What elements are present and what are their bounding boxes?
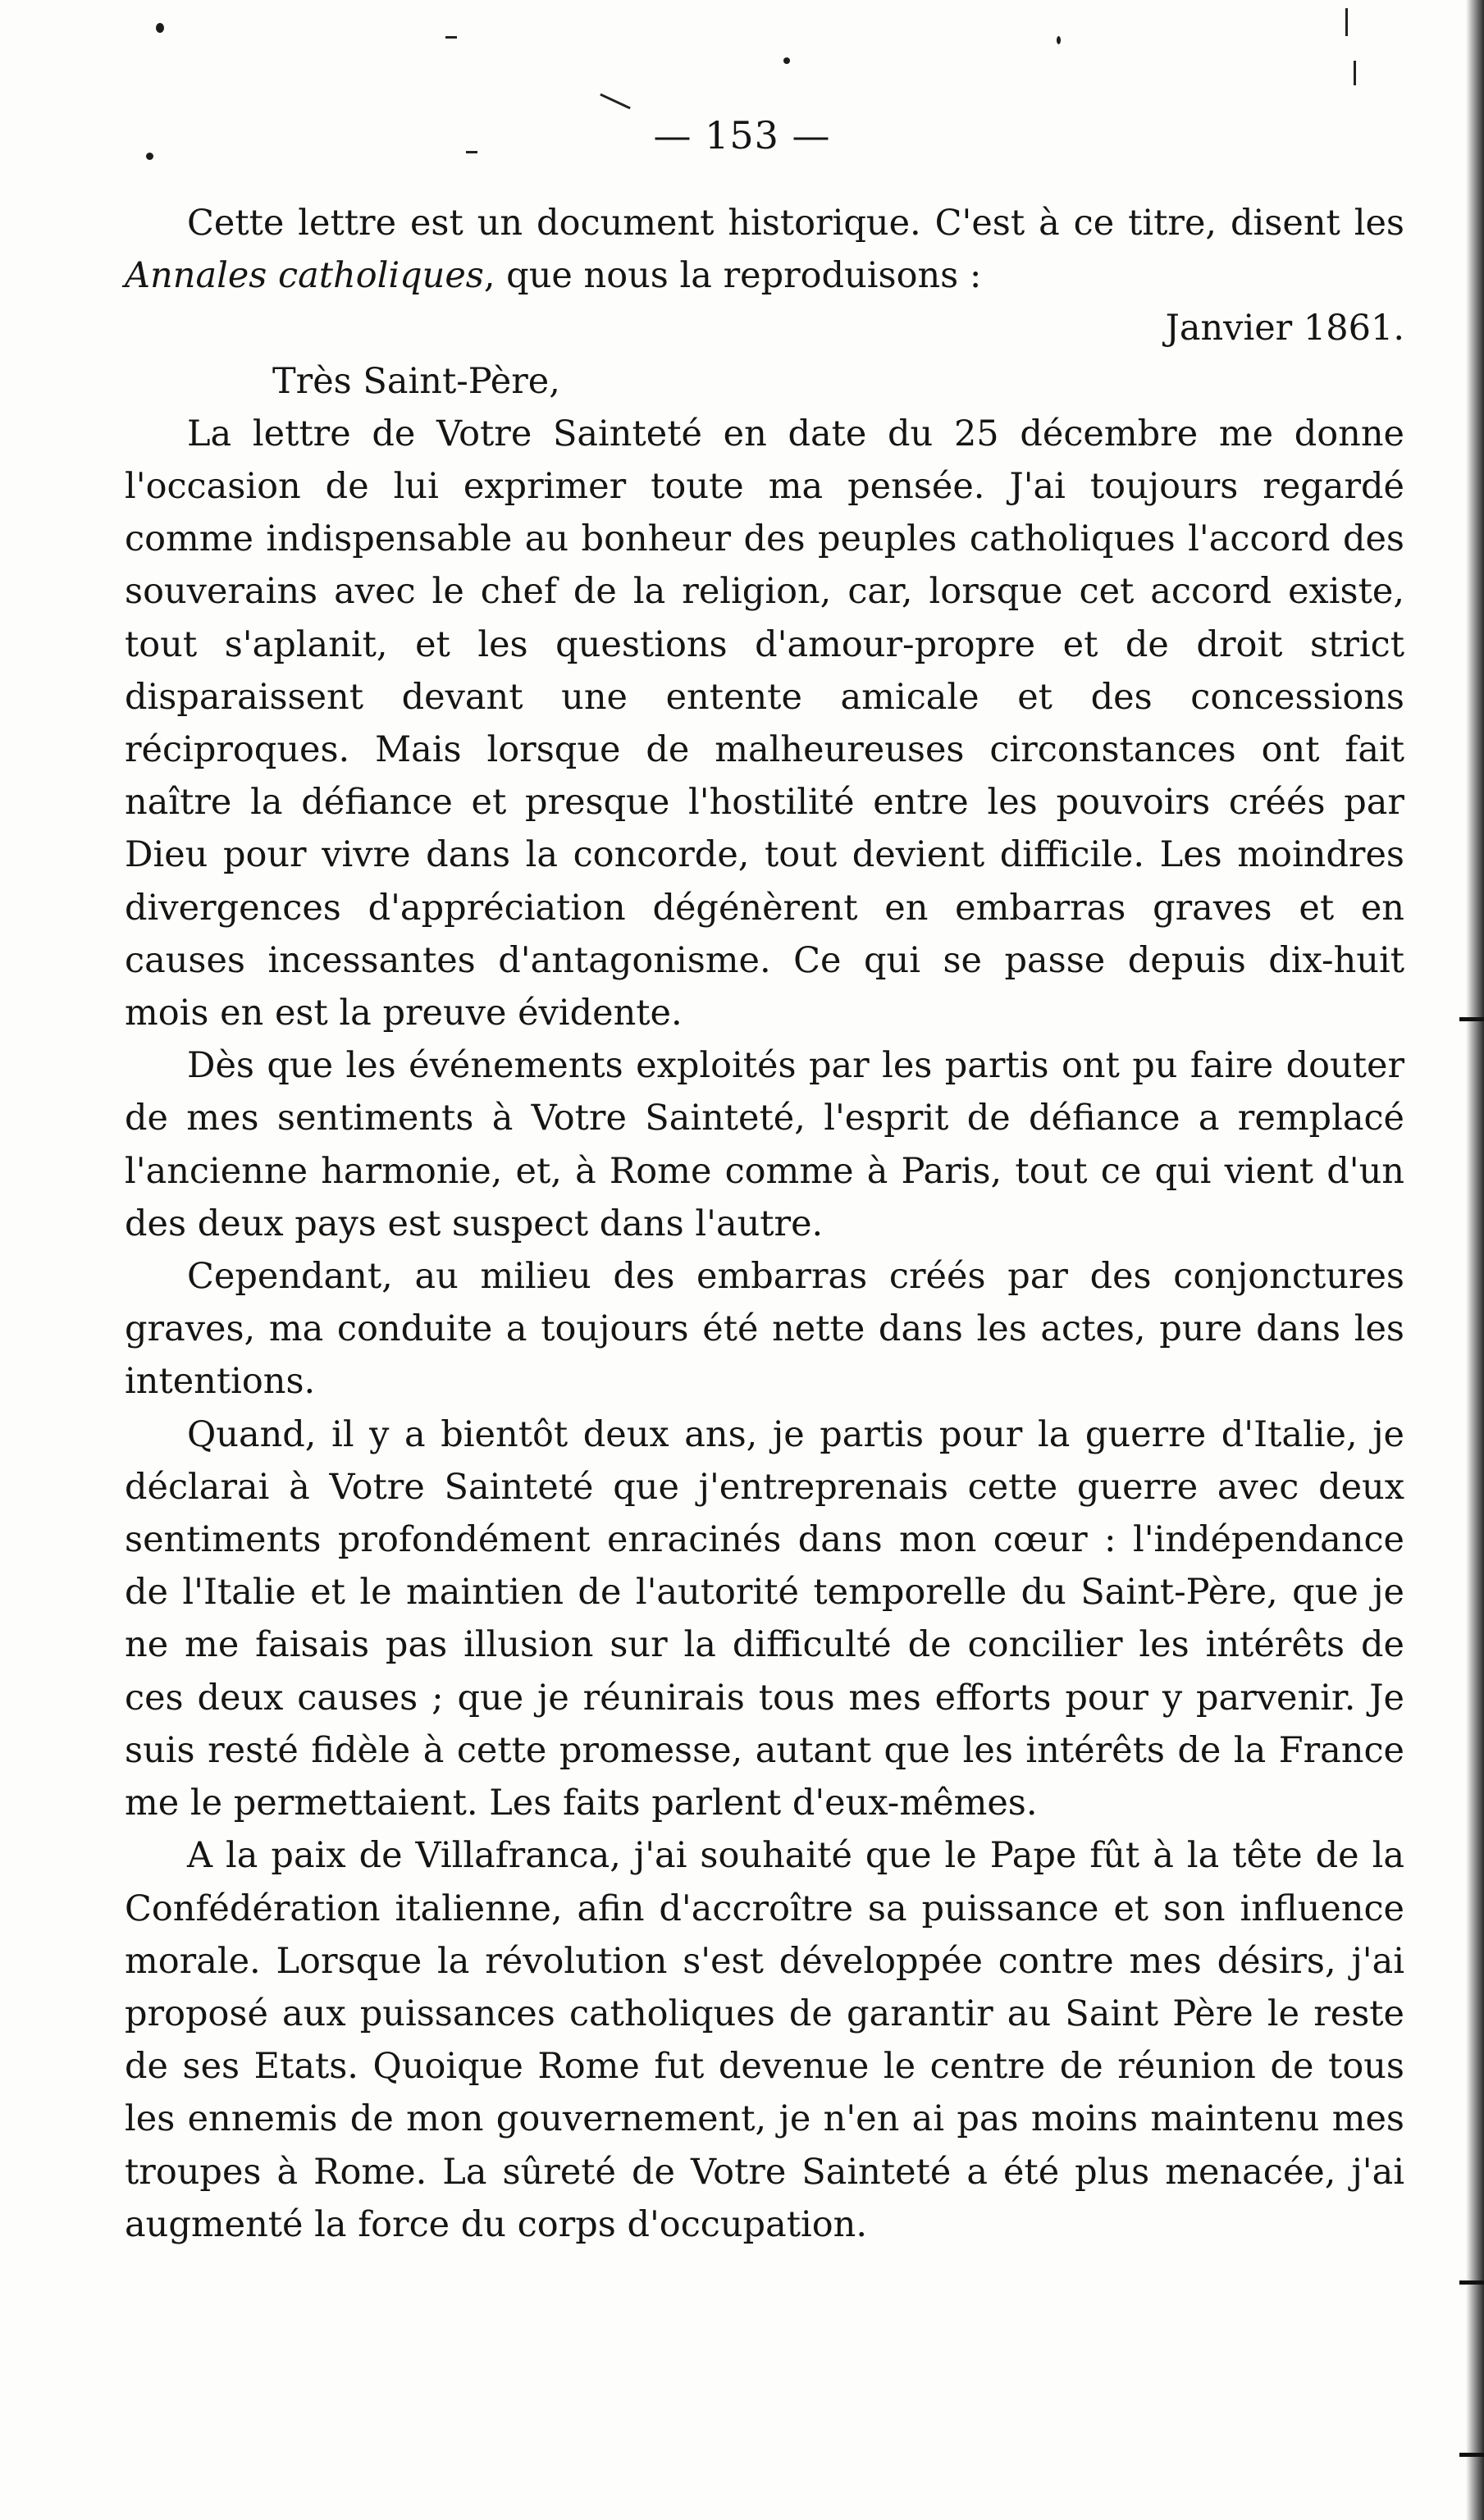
intro-text: Cette lettre est un document historique. C'est à ce titre, disent les (187, 203, 1404, 244)
intro-paragraph (125, 197, 1404, 302)
scan-speck (156, 23, 164, 33)
page-edge-shadow (1466, 0, 1484, 2520)
source-title: Annales catholiques (125, 255, 484, 297)
scan-mark (1345, 8, 1348, 36)
letter-paragraph: La lettre de Votre Sainteté en date du 25 décembre me donne l'occasion de lui exprimer toute ma pensée. J'ai toujours regardé comme indispensable au bonheur des peuples catholiques l'accord des souverains avec le chef de la religion, car, lorsque cet accord existe, tout s'aplanit, et les questions d'amour-propre et de droit strict disparaissent devant une entente amicale et des concessions réciproques. Mais lorsque de malheureuses circonstances ont fait naître la défiance et presque l'hostilité entre les pouvoirs créés par Dieu pour vivre dans la concorde, tout devient difficile. Les moindres divergences d'appréciation dégénèrent en embarras graves et en causes incessantes d'antagonisme. Ce qui se passe depuis dix-huit mois en est la preuve évidente. (125, 413, 1404, 1034)
scan-mark (1459, 1017, 1484, 1021)
letter-salutation: Très Saint-Père, (272, 360, 560, 402)
scan-mark (445, 36, 457, 39)
intro-text-end: , que nous la reproduisons : (483, 255, 982, 297)
scan-mark (600, 94, 631, 110)
letter-paragraph: A la paix de Villafranca, j'ai souhaité que le Pape fût à la tête de la Confédération italienne, afin d'accroître sa puissance et son influence morale. Lorsque la révolution s'est développée contre mes désirs, j'ai proposé aux puissances catholiques de garantir au Saint Père le reste de ses Etats. Quoique Rome fut devenue le centre de réunion de tous les ennemis de mon gouvernement, je n'en ai pas moins maintenu mes troupes à Rome. La sûreté de Votre Sainteté a été plus menacée, j'ai augmenté la force du corps d'occupation. (125, 1835, 1404, 2245)
letter-paragraph: Cependant, au milieu des embarras créés par des conjonctures graves, ma conduite a toujours été nette dans les actes, pure dans les intentions. (125, 1256, 1404, 1403)
scan-mark (1354, 61, 1356, 85)
letter-date: Janvier 1861. (1165, 308, 1404, 349)
letter-paragraph: Dès que les événements exploités par les partis ont pu faire douter de mes sentiments à Votre Sainteté, l'esprit de défiance a remplacé l'ancienne harmonie, et, à Rome comme à Paris, tout ce qui vient d'un des deux pays est suspect dans l'autre. (125, 1045, 1404, 1244)
scan-mark (1459, 2453, 1484, 2457)
page-number: — 153 — (653, 113, 831, 158)
letter-paragraph: Quand, il y a bientôt deux ans, je partis pour la guerre d'Italie, je déclarai à Votre Sainteté que j'entreprenais cette guerre avec deux sentiments profondément enracinés dans mon cœur : l'indépendance de l'Italie et le maintien de l'autorité temporelle du Saint-Père, que je ne me faisais pas illusion sur la difficulté de concilier les intérêts de ces deux causes ; que je réunirais tous mes efforts pour y parvenir. Je suis resté fidèle à cette promesse, autant que les intérêts de la France me le permettaient. Les faits parlent d'eux-mêmes. (125, 1413, 1404, 1824)
scan-speck (783, 57, 790, 64)
scan-mark (1459, 2280, 1484, 2285)
body-text (125, 197, 1404, 2251)
scan-speck (1057, 36, 1061, 44)
